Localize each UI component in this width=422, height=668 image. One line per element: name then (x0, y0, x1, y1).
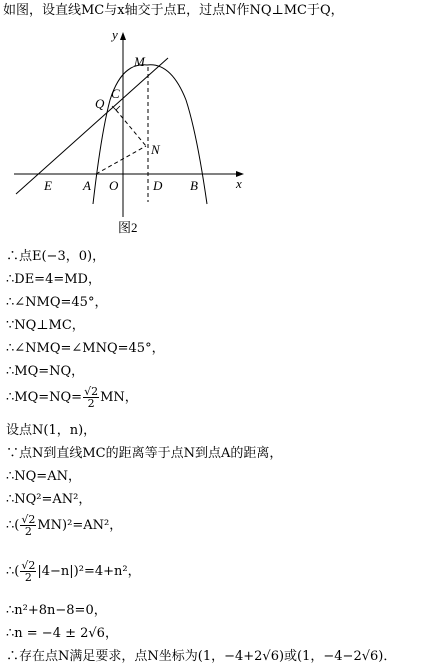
step-2: ∴DE=4=MD， (6, 272, 101, 287)
label-A: A (83, 178, 91, 193)
step-9: ∵点N到直线MC的距离等于点N到点A的距离， (6, 446, 283, 461)
label-D: D (153, 178, 163, 193)
step-12: ∴( $\frac{√2}{2}$ MN)²=AN²， (6, 513, 123, 538)
step-7: ∴MQ=NQ= $\frac{√2}{2}$ MN， (6, 385, 138, 410)
step-3: ∴∠NMQ=45°， (6, 295, 108, 310)
label-y: y (112, 27, 118, 42)
step-13: ∴( $\frac{√2}{2}$ |4−n|)²=4+n²， (6, 559, 141, 584)
step-14: ∴n²+8n−8=0， (6, 603, 107, 618)
step-10: ∴NQ=AN， (6, 469, 81, 484)
label-N: N (151, 142, 160, 157)
step-1: ∴点E(−3，0)， (6, 249, 106, 264)
step-4: ∵NQ⊥MC， (6, 318, 85, 333)
step-5: ∴∠NMQ=∠MNQ=45°， (6, 341, 165, 356)
label-x: x (236, 176, 242, 191)
step-11: ∴NQ²=AN²， (6, 492, 92, 507)
step-15: ∴n = −4 ± 2√6， (6, 626, 118, 641)
step-8: 设点N(1，n)， (6, 423, 97, 438)
label-B: B (190, 178, 198, 193)
step-6: ∴MQ=NQ， (6, 364, 85, 379)
figure-2 (0, 22, 260, 237)
figure-caption: 图2 (118, 220, 138, 235)
step-16: ∴存在点N满足要求，点N坐标为(1，−4+2√6)或(1，−4−2√6)． (6, 649, 397, 664)
label-O: O (109, 178, 119, 193)
label-Q: Q (95, 96, 105, 111)
intro-text: 如图，设直线MC与x轴交于点E，过点N作NQ⊥MC于Q， (3, 3, 344, 18)
label-M: M (134, 54, 145, 69)
label-C: C (111, 86, 120, 101)
label-E: E (44, 178, 52, 193)
